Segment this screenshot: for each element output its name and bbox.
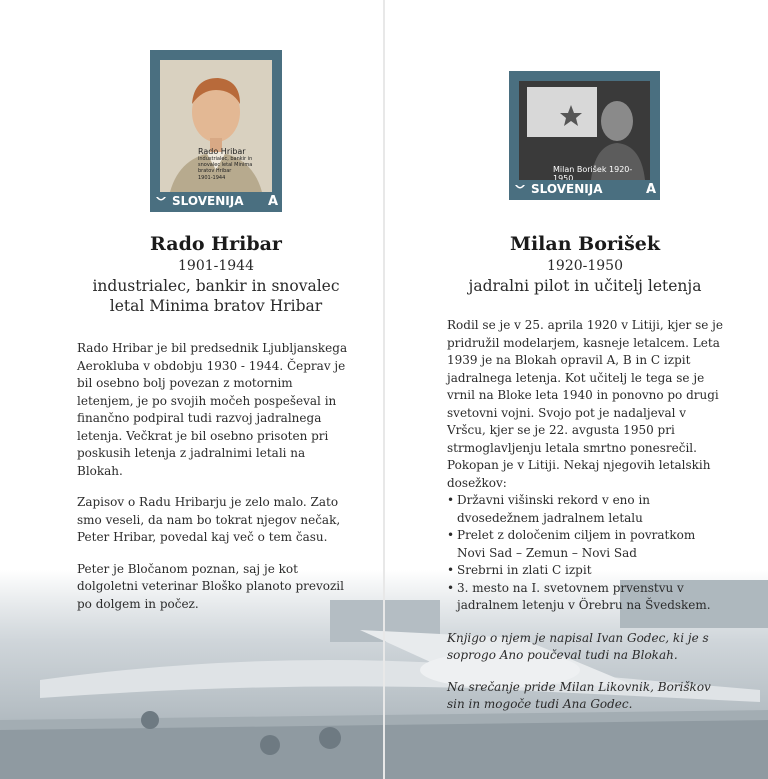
right-heading xyxy=(410,233,760,296)
stamp-country: SLOVENIJA xyxy=(531,182,603,196)
list-item: • 3. mesto na I. svetovnem prvenstvu v jadralnem letenju v Örebru na Švedskem. xyxy=(447,580,727,615)
body-paragraph: Rado Hribar je bil predsednik Ljubljanskega Aerokluba v obdobju 1930 - 1944. Čeprav je bil osebno bolj povezan z motornim letenjem, je po svojih močeh pospeševal in finančno podpiral tudi razvoj jadralnega letenja. Večkrat je bil osebno prisoten pri poskusih letenja z jadralnimi letali na Blokah. xyxy=(77,341,348,478)
person-name: Rado Hribar xyxy=(150,233,282,255)
list-item: • Državni višinski rekord v eno in dvosedežnem jadralnem letalu xyxy=(447,492,727,527)
right-body-text xyxy=(447,317,727,728)
stamp-caption-years: 1901-1944 xyxy=(198,175,226,181)
stamp-country: SLOVENIJA xyxy=(172,194,244,208)
body-paragraph: Zapisov o Radu Hribarju je zelo malo. Zato smo veseli, da nam bo tokrat njegov nečak, Peter Hribar, povedal kaj več o tem času. xyxy=(77,495,341,544)
book-note: Knjigo o njem je napisal Ivan Godec, ki je s soprogo Ano poučeval tudi na Blokah. xyxy=(447,630,709,662)
left-body-text xyxy=(77,340,349,627)
person-role: jadralni pilot in učitelj letenja xyxy=(468,277,702,295)
meeting-note: Na srečanje pride Milan Likovnik, Boriškov sin in mogoče tudi Ana Godec. xyxy=(447,679,711,711)
person-years: 1920-1950 xyxy=(547,258,623,274)
stamp-portrait xyxy=(160,60,272,192)
post-horn-icon xyxy=(154,195,168,208)
body-paragraph: Peter je Bločanom poznan, saj je kot dolgoletni veterinar Bloško planoto prevozil po dolgem in počez. xyxy=(77,561,344,611)
person-years: 1901-1944 xyxy=(178,258,254,274)
rado-hribar-stamp xyxy=(150,50,282,212)
left-heading xyxy=(40,233,392,316)
person-name: Milan Borišek xyxy=(509,233,661,255)
stamp-grade: A xyxy=(645,181,656,197)
stamp-caption: Milan Borišek 1920-1950 xyxy=(553,165,633,180)
fold-line xyxy=(383,0,385,779)
stamp-caption-name: Rado Hribar xyxy=(198,147,246,156)
body-paragraph: Rodil se je v 25. aprila 1920 v Litiji, kjer se je pridružil modelarjem, kasneje letalcem. Leta 1939 je na Blokah opravil A, B in C izpit jadralnega letenja. Kot učitelj le tega se je vrnil na Bloke leta 1940 in ponovno po drugi svetovni vojni. Svojo pot je nadaljeval v Vršcu, kjer se je 22. avgusta 1950 pri strmoglavljenju letala smrtno ponesrečil. Pokopan je v Litiji. Nekaj njegovih letalskih dosežkov: xyxy=(447,318,723,490)
achievements-list xyxy=(447,492,727,615)
person-role-line2: letal Minima bratov Hribar xyxy=(109,297,323,315)
stamp-grade: A xyxy=(267,193,278,209)
post-horn-icon xyxy=(513,183,527,196)
milan-borisek-stamp xyxy=(509,71,660,200)
person-role-line1: industrialec, bankir in snovalec xyxy=(92,277,340,295)
list-item: • Srebrni in zlati C izpit xyxy=(447,562,727,580)
stamp-caption-detail: industrialec, bankir in snovalec letal Minima bratov Hribar xyxy=(198,156,253,174)
stamp-photo xyxy=(519,81,650,180)
list-item: • Prelet z določenim ciljem in povratkom Novi Sad – Zemun – Novi Sad xyxy=(447,527,727,562)
